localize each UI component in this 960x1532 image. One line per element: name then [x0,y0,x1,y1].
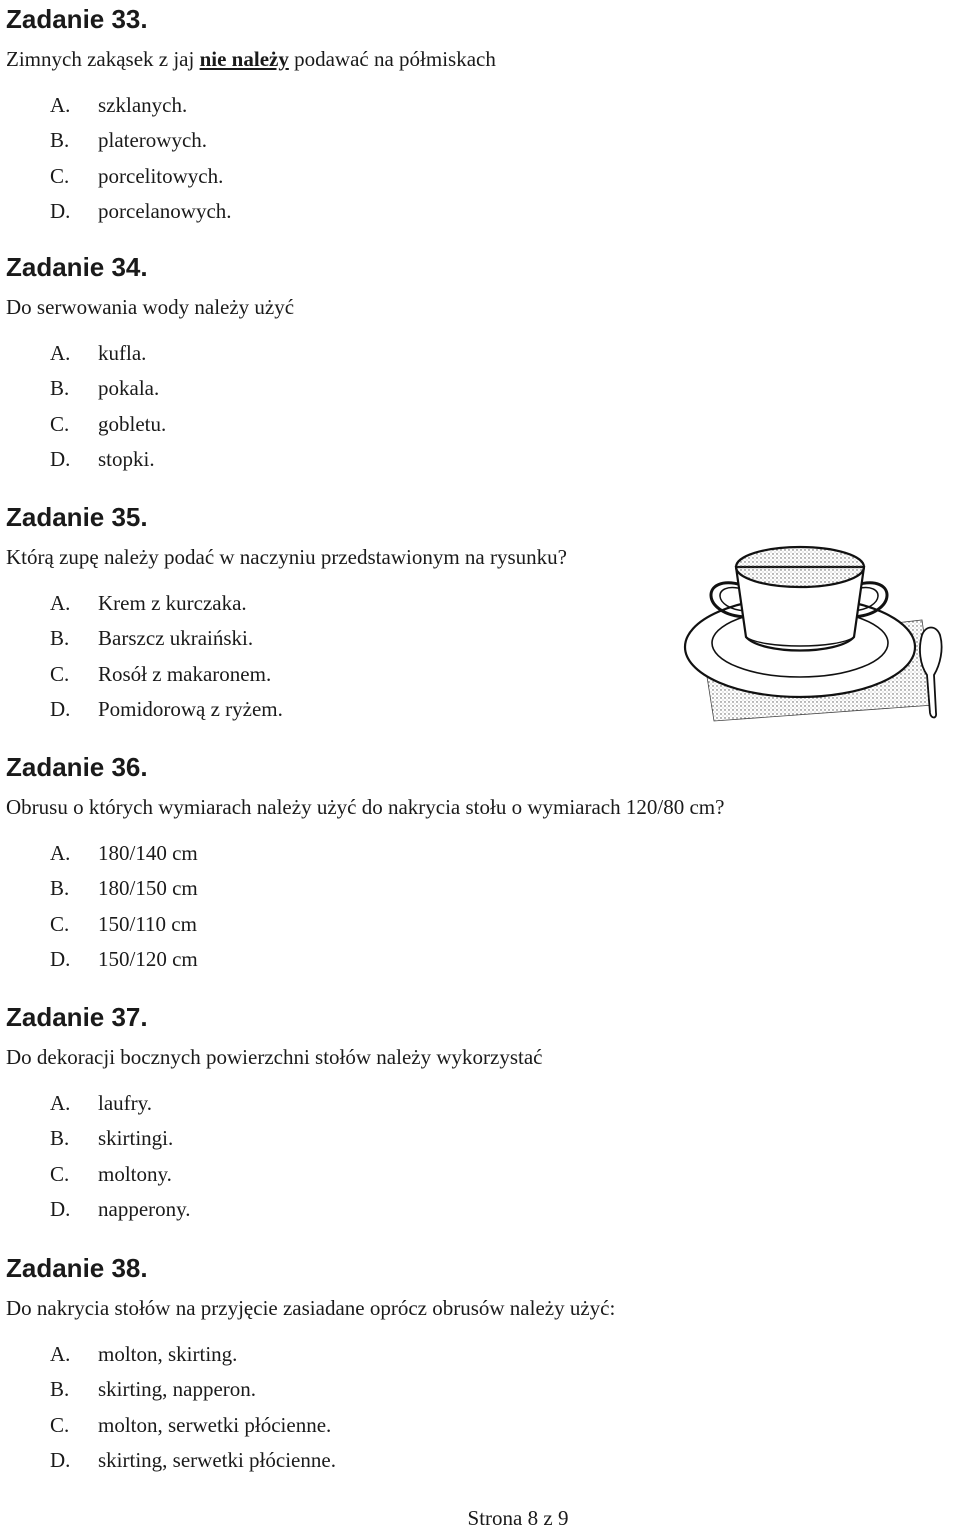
question-text [6,46,946,72]
answer-option-c[interactable] [6,159,946,194]
question-text: Którą zupę należy podać w naczyniu przedstawionym na rysunku? [6,545,567,569]
answer-option-c[interactable] [6,407,946,442]
option-letter: C. [50,411,70,436]
option-text: kufla. [98,341,147,365]
option-text: 180/150 cm [98,876,198,901]
option-letter: A. [50,93,71,117]
answer-option-c[interactable] [6,907,946,942]
answer-options [6,336,946,477]
question-text-part: podawać na półmiskach [288,47,496,71]
option-letter: B. [50,876,70,901]
question-title: Zadanie 35. [6,502,148,532]
option-text: Rosół z makaronem. [98,661,272,686]
answer-option-d[interactable] [6,1192,946,1227]
option-text: molton, skirting. [98,1342,238,1366]
option-letter: A. [50,841,71,865]
option-letter: A. [50,591,71,615]
option-text: Barszcz ukraiński. [98,626,254,651]
option-letter: B. [50,1377,70,1402]
question-title: Zadanie 36. [6,752,148,782]
question-text: Obrusu o których wymiarach należy użyć do nakrycia stołu o wymiarach 120/80 cm? [6,795,725,819]
answer-option-c[interactable] [6,1408,946,1443]
question-text-part: Zimnych zakąsek z jaj [6,47,200,71]
answer-options [6,1086,946,1227]
answer-option-d[interactable] [6,1443,946,1478]
option-text: pokala. [98,376,160,401]
soup-surface [736,547,864,587]
question-text-emphasis: nie należy [199,47,289,71]
option-letter: D. [50,1447,71,1472]
answer-option-a[interactable] [6,336,946,371]
bouillon-cup-illustration [672,525,958,725]
question-34 [6,252,946,477]
option-text: laufry. [98,1091,153,1115]
question-title: Zadanie 38. [6,1253,148,1283]
answer-options [6,88,946,229]
option-text: moltony. [98,1161,172,1186]
question-text: Do dekoracji bocznych powierzchni stołów należy wykorzystać [6,1045,543,1069]
option-text: 180/140 cm [98,841,198,865]
answer-option-a[interactable] [6,1337,946,1372]
option-letter: A. [50,341,71,365]
option-text: napperony. [98,1196,191,1221]
question-title: Zadanie 33. [6,4,148,34]
option-text: platerowych. [98,128,208,153]
option-text: porcelitowych. [98,163,224,188]
answer-options [6,836,946,977]
answer-option-a[interactable] [6,88,946,123]
option-letter: C. [50,661,70,686]
answer-option-b[interactable] [6,871,946,906]
option-letter: B. [50,128,70,153]
answer-options [6,1337,946,1478]
option-letter: D. [50,198,71,223]
option-text: stopki. [98,446,155,471]
option-text: porcelanowych. [98,198,232,223]
page-number: Strona 8 z 9 [467,1506,569,1530]
option-letter: A. [50,1342,71,1366]
answer-option-d[interactable] [6,442,946,477]
option-letter: D. [50,946,71,971]
question-text: Do nakrycia stołów na przyjęcie zasiadane oprócz obrusów należy użyć: [6,1296,616,1320]
option-text: Krem z kurczaka. [98,591,247,615]
answer-option-a[interactable] [6,836,946,871]
option-letter: C. [50,911,70,936]
option-letter: C. [50,1412,70,1437]
option-letter: D. [50,696,71,721]
answer-option-b[interactable] [6,1372,946,1407]
answer-option-d[interactable] [6,194,946,229]
option-letter: B. [50,376,70,401]
option-letter: B. [50,1126,70,1151]
question-text: Do serwowania wody należy użyć [6,295,295,319]
question-33 [6,4,946,229]
question-36 [6,752,946,977]
option-letter: A. [50,1091,71,1115]
option-letter: D. [50,446,71,471]
option-text: szklanych. [98,93,188,117]
option-letter: C. [50,1161,70,1186]
option-text: skirting, napperon. [98,1377,257,1402]
option-letter: D. [50,1196,71,1221]
question-title: Zadanie 37. [6,1002,148,1032]
answer-option-a[interactable] [6,1086,946,1121]
question-38 [6,1253,946,1478]
option-letter: C. [50,163,70,188]
answer-option-b[interactable] [6,371,946,406]
option-text: skirting, serwetki płócienne. [98,1447,336,1472]
option-text: 150/110 cm [98,911,197,936]
option-text: Pomidorową z ryżem. [98,696,283,721]
option-text: molton, serwetki płócienne. [98,1412,332,1437]
option-text: gobletu. [98,411,167,436]
option-letter: B. [50,626,70,651]
answer-option-c[interactable] [6,1157,946,1192]
answer-option-d[interactable] [6,942,946,977]
answer-option-b[interactable] [6,123,946,158]
option-text: skirtingi. [98,1126,174,1151]
answer-option-b[interactable] [6,1121,946,1156]
option-text: 150/120 cm [98,946,198,971]
question-37 [6,1002,946,1227]
question-title: Zadanie 34. [6,252,148,282]
